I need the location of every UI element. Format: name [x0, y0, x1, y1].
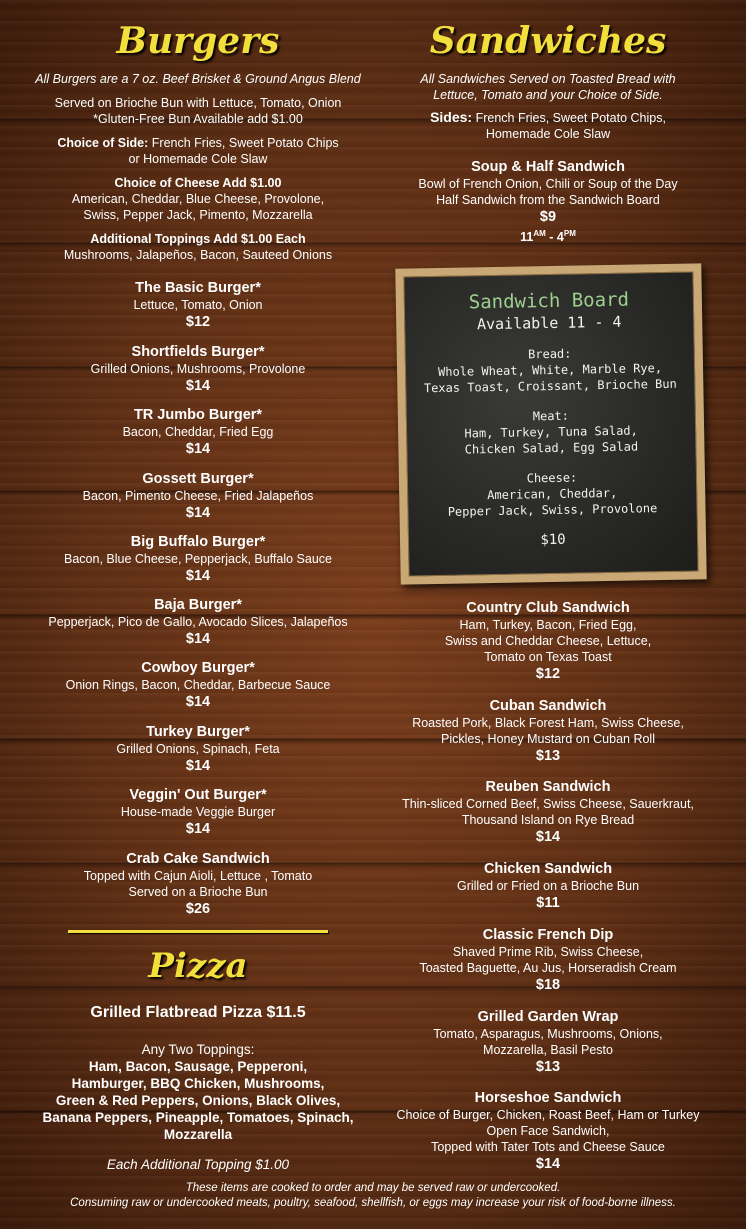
menu-item [350, 1008, 746, 1076]
item-price: $14 [535, 1156, 561, 1172]
item-desc: Bowl of French Onion, Chili or Soup of the Day [418, 177, 678, 191]
item-price: $14 [185, 441, 211, 457]
item-price: $9 [539, 209, 557, 225]
item-name: Soup & Half Sandwich [471, 159, 625, 175]
toppings-label: Additional Toppings Add $1.00 Each [90, 232, 306, 246]
item-name: Turkey Burger* [146, 724, 250, 740]
item-price: $14 [185, 568, 211, 584]
burgers-intro [0, 71, 396, 263]
item-price: $13 [535, 748, 561, 764]
item-desc: Roasted Pork, Black Forest Ham, Swiss Cheese, [412, 716, 684, 730]
sandwiches-intro-1: All Sandwiches Served on Toasted Bread with [420, 72, 676, 86]
sides-text: French Fries, Sweet Potato Chips, [475, 111, 666, 125]
board-meat-1: Ham, Turkey, Tuna Salad, [464, 423, 638, 441]
item-desc: Bacon, Blue Cheese, Pepperjack, Buffalo Sauce [64, 552, 332, 566]
board-cheese-label: Cheese: [526, 470, 578, 486]
item-name: Classic French Dip [482, 927, 614, 943]
item-name: The Basic Burger* [135, 280, 261, 296]
item-price: $14 [535, 829, 561, 845]
pizza-toppings-label: Any Two Toppings: [141, 1042, 255, 1057]
item-price: $14 [185, 631, 211, 647]
item-name: Crab Cake Sandwich [126, 851, 270, 867]
board-price: $10 [540, 531, 566, 549]
item-price: $26 [185, 901, 211, 917]
menu-item [350, 860, 746, 912]
pizza-extra: Each Additional Topping $1.00 [106, 1157, 290, 1172]
menu-item [350, 778, 746, 846]
item-desc: Grilled or Fried on a Brioche Bun [456, 879, 640, 893]
item-name: Reuben Sandwich [485, 779, 611, 795]
menu-item [350, 599, 746, 683]
item-price: $12 [535, 666, 561, 682]
soup-time-end-suffix: PM [563, 229, 576, 238]
menu-item [350, 1089, 746, 1173]
pizza-topping-line: Hamburger, BBQ Chicken, Mushrooms, [71, 1076, 325, 1091]
item-desc: Tomato, Asparagus, Mushrooms, Onions, [433, 1027, 663, 1041]
sandwiches-intro [350, 71, 746, 142]
item-price: $11 [536, 895, 560, 911]
item-name: Shortfields Burger* [131, 344, 265, 360]
board-bread-label: Bread: [527, 346, 572, 362]
burgers-intro-blend: All Burgers are a 7 oz. Beef Brisket & Ground Angus Blend [35, 72, 361, 86]
board-meat-2: Chicken Salad, Egg Salad [464, 439, 639, 457]
item-desc: Grilled Onions, Spinach, Feta [116, 742, 280, 756]
item-name: TR Jumbo Burger* [133, 407, 263, 423]
item-name: Cuban Sandwich [489, 698, 607, 714]
soup-time-start-suffix: AM [533, 229, 546, 238]
menu-item [0, 659, 396, 711]
item-price: $12 [185, 314, 211, 330]
disclaimer-line-2: Consuming raw or undercooked meats, poultry, seafood, shellfish, or eggs may increase your risk of food-borne illness. [70, 1197, 676, 1209]
menu-item [0, 279, 396, 331]
pizza-topping-line: Banana Peppers, Pineapple, Tomatoes, Spinach, [42, 1110, 354, 1125]
item-desc-2: Toasted Baguette, Au Jus, Horseradish Cream [419, 961, 677, 975]
item-desc-2: Half Sandwich from the Sandwich Board [436, 193, 660, 207]
item-desc: Ham, Turkey, Bacon, Fried Egg, [459, 618, 637, 632]
menu-item [0, 470, 396, 522]
sides-label: Sides: [430, 109, 473, 125]
toppings-text: Mushrooms, Jalapeños, Bacon, Sauteed Onions [63, 248, 333, 262]
item-name: Big Buffalo Burger* [130, 534, 266, 550]
menu-item [0, 406, 396, 458]
item-price: $14 [185, 821, 211, 837]
section-divider [68, 930, 328, 933]
item-name: Baja Burger* [154, 597, 242, 613]
sandwiches-title: Sandwiches [429, 20, 667, 62]
item-desc-2: Served on a Brioche Bun [128, 885, 268, 899]
side-text: French Fries, Sweet Potato Chips [151, 136, 339, 150]
item-name: Chicken Sandwich [483, 861, 613, 877]
item-price: $18 [535, 977, 561, 993]
item-price: $14 [185, 758, 211, 774]
board-bread-2: Texas Toast, Croissant, Brioche Bun [423, 376, 677, 396]
item-desc: Choice of Burger, Chicken, Roast Beef, Ham or Turkey [396, 1108, 700, 1122]
cheese-text: American, Cheddar, Blue Cheese, Provolone, [71, 192, 325, 206]
soup-time-start: 11 [520, 230, 534, 245]
item-desc: House-made Veggie Burger [120, 805, 276, 819]
item-desc-2: Open Face Sandwich, [486, 1124, 610, 1138]
item-price: $14 [185, 378, 211, 394]
item-desc: Grilled Onions, Mushrooms, Provolone [90, 362, 306, 376]
pizza-topping-line: Mozzarella [163, 1127, 233, 1142]
pizza-section [0, 1003, 396, 1172]
soup-hours [350, 226, 746, 245]
menu-item [0, 533, 396, 585]
side-label: Choice of Side: [57, 136, 149, 150]
menu-item [350, 158, 746, 245]
item-price: $13 [535, 1059, 561, 1075]
item-desc-2: Mozzarella, Basil Pesto [483, 1043, 613, 1057]
cheese-label: Choice of Cheese Add $1.00 [114, 176, 282, 190]
disclaimer [0, 1181, 746, 1211]
item-desc: Lettuce, Tomato, Onion [133, 298, 263, 312]
burgers-intro-bun: Served on Brioche Bun with Lettuce, Tomato, Onion [54, 96, 342, 110]
item-name: Veggin' Out Burger* [129, 787, 267, 803]
item-name: Gossett Burger* [142, 471, 254, 487]
item-desc: Topped with Cajun Aioli, Lettuce , Tomato [83, 869, 313, 883]
pizza-title: Pizza [148, 946, 248, 986]
burgers-intro-gluten: *Gluten-Free Bun Available add $1.00 [93, 112, 303, 126]
menu-item [0, 596, 396, 648]
soup-time-end: 4 [556, 230, 564, 245]
item-desc: Shaved Prime Rib, Swiss Cheese, [452, 945, 644, 959]
item-desc: Bacon, Cheddar, Fried Egg [122, 425, 274, 439]
board-cheese-1: American, Cheddar, [487, 485, 618, 503]
menu-item [0, 850, 396, 918]
burgers-title: Burgers [116, 20, 280, 62]
board-cheese-2: Pepper Jack, Swiss, Provolone [447, 501, 658, 519]
item-desc-3: Tomato on Texas Toast [484, 650, 612, 664]
soup-time-separator: - [545, 230, 557, 245]
sandwich-board [395, 263, 706, 584]
item-price: $14 [185, 694, 211, 710]
item-desc: Onion Rings, Bacon, Cheddar, Barbecue Sauce [65, 678, 331, 692]
pizza-topping-line: Ham, Bacon, Sausage, Pepperoni, [88, 1059, 308, 1074]
item-name: Horseshoe Sandwich [474, 1090, 622, 1106]
item-desc-2: Thousand Island on Rye Bread [461, 813, 635, 827]
side-text-2: or Homemade Cole Slaw [128, 152, 268, 166]
item-desc-3: Topped with Tater Tots and Cheese Sauce [431, 1140, 665, 1154]
menu-item [0, 343, 396, 395]
pizza-topping-line: Green & Red Peppers, Onions, Black Olives, [55, 1093, 341, 1108]
item-name: Cowboy Burger* [141, 660, 255, 676]
board-title: Sandwich Board [468, 288, 630, 314]
cheese-text-2: Swiss, Pepper Jack, Pimento, Mozzarella [83, 208, 313, 222]
board-meat-label: Meat: [532, 408, 570, 424]
item-name: Grilled Garden Wrap [477, 1009, 619, 1025]
item-price: $14 [185, 505, 211, 521]
pizza-name: Grilled Flatbread Pizza $11.5 [90, 1004, 306, 1021]
menu-item [350, 697, 746, 765]
sandwiches-intro-2: Lettuce, Tomato and your Choice of Side. [433, 88, 663, 102]
menu-item [350, 926, 746, 994]
item-desc: Pepperjack, Pico de Gallo, Avocado Slices, Jalapeños [48, 615, 348, 629]
board-bread-1: Whole Wheat, White, Marble Rye, [437, 361, 663, 379]
menu-item [0, 786, 396, 838]
item-name: Country Club Sandwich [466, 600, 630, 616]
item-desc: Bacon, Pimento Cheese, Fried Jalapeños [82, 489, 314, 503]
sides-text-2: Homemade Cole Slaw [485, 127, 611, 141]
item-desc-2: Pickles, Honey Mustard on Cuban Roll [441, 732, 655, 746]
item-desc: Thin-sliced Corned Beef, Swiss Cheese, Sauerkraut, [402, 797, 694, 811]
menu-item [0, 723, 396, 775]
disclaimer-line-1: These items are cooked to order and may be served raw or undercooked. [185, 1182, 561, 1194]
board-available: Available 11 - 4 [476, 312, 622, 334]
item-desc-2: Swiss and Cheddar Cheese, Lettuce, [444, 634, 652, 648]
